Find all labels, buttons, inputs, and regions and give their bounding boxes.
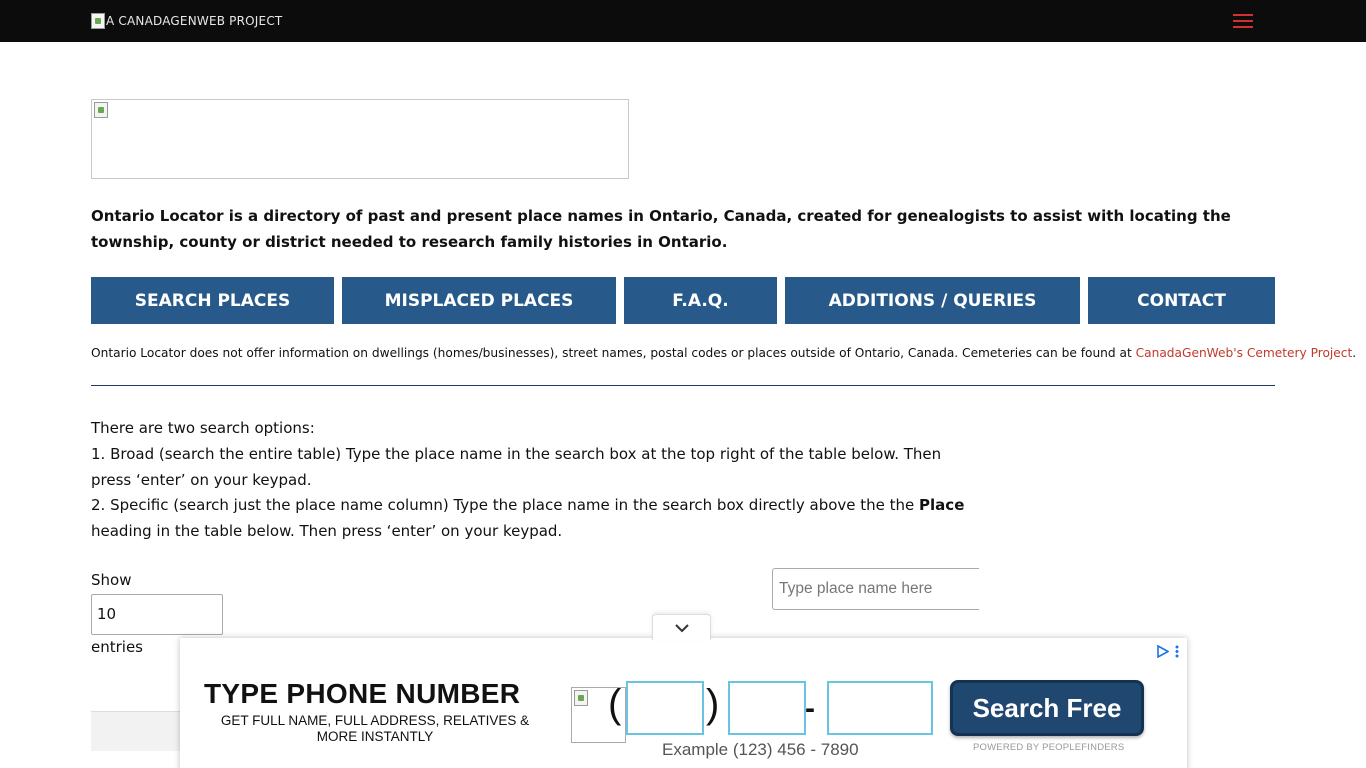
broken-image-icon — [574, 690, 588, 706]
entries-label: entries — [91, 638, 143, 656]
prefix-input[interactable] — [728, 681, 806, 735]
hamburger-menu-icon[interactable] — [1233, 13, 1253, 29]
phone-dash: - — [805, 692, 815, 725]
show-label: Show — [91, 571, 132, 589]
nav-contact-button[interactable]: CONTACT — [1088, 277, 1275, 324]
broken-image-icon — [91, 13, 105, 29]
nav-search-places-button[interactable]: SEARCH PLACES — [91, 277, 334, 324]
option-specific — [91, 493, 981, 545]
notice-body: Ontario Locator does not offer information on dwellings (homes/businesses), street names, postal codes or places outside of Ontario, Canada. Cemeteries can be found at — [91, 346, 1136, 360]
divider — [91, 385, 1275, 386]
banner-image — [91, 99, 629, 179]
search-free-button[interactable]: Search Free — [950, 680, 1144, 736]
top-bar — [0, 0, 1366, 42]
area-code-input[interactable] — [626, 681, 704, 735]
cemetery-project-link[interactable]: CanadaGenWeb's Cemetery Project — [1135, 346, 1353, 360]
ad-banner — [180, 638, 1187, 768]
nav-additions-queries-button[interactable]: ADDITIONS / QUERIES — [785, 277, 1080, 324]
line-number-input[interactable] — [827, 681, 933, 735]
options-intro: There are two search options: — [91, 419, 315, 437]
nav-misplaced-places-button[interactable]: MISPLACED PLACES — [342, 277, 616, 324]
ad-choices[interactable] — [1156, 645, 1179, 658]
search-options — [91, 416, 981, 545]
option-specific-text-b: heading in the table below. Then press ‘enter’ on your keypad. — [91, 522, 563, 541]
option-broad: 1. Broad (search the entire table) Type the place name in the search box at the top right of the table below. Then press ‘enter’ on your keypad. — [91, 444, 942, 489]
ad-subline: GET FULL NAME, FULL ADDRESS, RELATIVES & MORE INSTANTLY — [220, 713, 530, 744]
chevron-down-icon — [674, 623, 690, 633]
table-header-fragment — [91, 711, 191, 751]
place-heading-ref: Place — [919, 496, 965, 515]
option-specific-text-a: 2. Specific (search just the place name column) Type the place name in the search box directly above the the — [91, 496, 920, 515]
logo-text: A CANADAGENWEB PROJECT — [106, 14, 283, 28]
intro-text: Ontario Locator is a directory of past and present place names in Ontario, Canada, created for genealogists to assist with locating the township, county or district needed to research family histories in Ontario. — [91, 207, 1231, 251]
ad-collapse-button[interactable] — [652, 614, 711, 640]
ad-headline: TYPE PHONE NUMBER — [204, 678, 521, 709]
open-paren: ( — [608, 682, 622, 726]
phone-example: Example (123) 456 - 7890 — [662, 740, 859, 759]
table-search-input[interactable]: Type place name here — [772, 568, 979, 610]
ad-choices-icon — [1156, 645, 1169, 658]
notice-text — [91, 344, 1357, 362]
entries-select[interactable]: 10 — [91, 594, 223, 635]
site-logo[interactable] — [91, 11, 282, 31]
nav-faq-button[interactable]: F.A.Q. — [624, 277, 777, 324]
close-paren: ) — [706, 682, 720, 726]
broken-image-icon — [94, 102, 108, 118]
powered-by-text: POWERED BY PEOPLEFINDERS — [973, 742, 1125, 753]
more-options-icon — [1175, 645, 1179, 658]
notice-end: . — [1352, 346, 1357, 360]
